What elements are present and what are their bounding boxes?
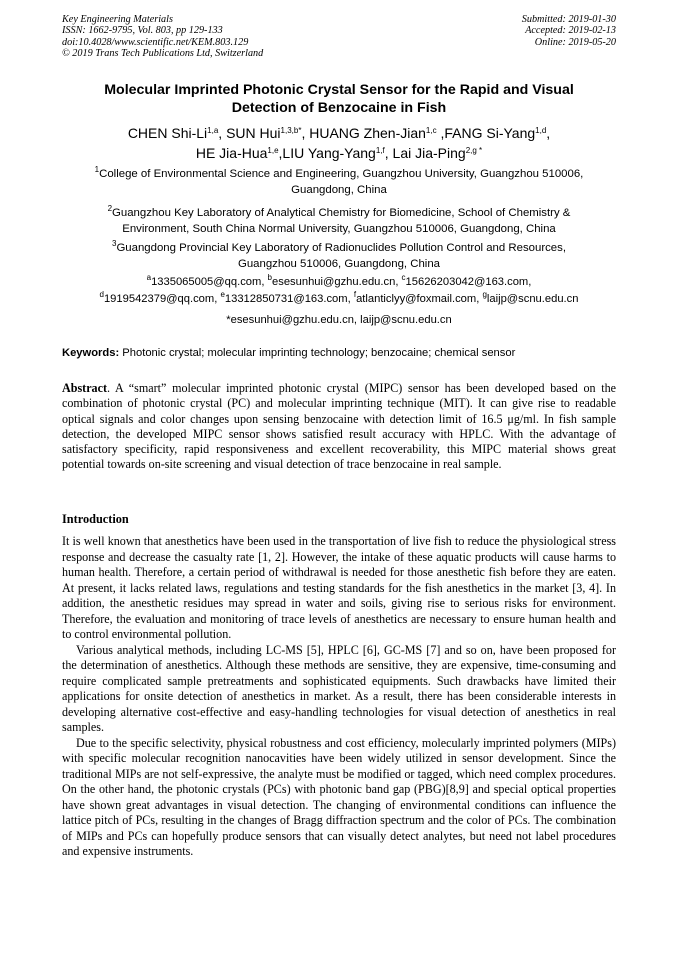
- author-name: ,LIU Yang-Yang: [278, 145, 376, 161]
- keywords-text: Photonic crystal; molecular imprinting technology; benzocaine; chemical sensor: [119, 347, 516, 359]
- affiliation-3: [62, 240, 616, 272]
- affiliation-2-line-1: [62, 205, 616, 221]
- author-separator: ,: [546, 125, 551, 141]
- author-name: , SUN Hui: [218, 125, 281, 141]
- copyright-line: © 2019 Trans Tech Publications Ltd, Switzerland: [62, 48, 264, 60]
- email-superscript: a: [146, 273, 152, 282]
- email-superscript: f: [353, 290, 357, 299]
- abstract: [62, 381, 616, 473]
- author-name: HE Jia-Hua: [195, 145, 268, 161]
- paragraph: It is well known that anesthetics have been used in the transportation of live fish to reduce the physiological stress response and decrease the casualty rate [1, 2]. However, the intake of these aquatic products will cause harms to human health. Therefore, a certain period of withdrawal is needed for those anesthetic fish before they are eaten. At present, it lacks related laws, regulations and testing standards for the fish anesthetics in the market [3, 4]. In addition, the anesthetic residues may spread in water and soils, giving rise to serious risks for environment. Therefore, the evaluation and monitoring of trace levels of anesthetics are necessary to ensure human health and to control environmental pollution.: [62, 534, 616, 641]
- email-superscript: b: [267, 273, 272, 282]
- author-superscript: 1,f: [375, 146, 385, 155]
- title-line-2: Detection of Benzocaine in Fish: [231, 100, 447, 116]
- email-superscript: e: [220, 290, 225, 299]
- author-superscript: 1,c: [425, 126, 437, 135]
- header-left: [62, 14, 263, 60]
- abstract-text: . A “smart” molecular imprinted photonic crystal (MIPC) sensor has been developed based on the combination of photonic crystal (PC) and molecular imprinting technique (MIT). It can give rise to readable optical signals and color changes upon sensing benzocaine with detection limit of 16.5 μg/ml. In fish sample detection, the developed MIPC sensor shows satisfied result accuracy with HPLC. With the advantage of satisfactory specificity, rapid responsiveness and excellent recoverability, this MIPC material shows great potential towards on-site screening and visual detection of trace benzocaine in real sample.: [62, 381, 616, 472]
- header-right: [522, 14, 616, 48]
- doi-line: doi:10.4028/www.scientific.net/KEM.803.129: [62, 36, 249, 48]
- authors-line-2: [62, 143, 616, 163]
- submitted-date: Submitted: 2019-01-30: [521, 14, 616, 25]
- corresponding-emails: *esesunhui@gzhu.edu.cn, laijp@scnu.edu.cn: [226, 314, 452, 326]
- email-address: laijp@scnu.edu.cn: [486, 293, 579, 305]
- introduction-body: [62, 534, 616, 860]
- accepted-date: Accepted: 2019-02-13: [525, 25, 616, 37]
- online-date: Online: 2019-05-20: [534, 36, 616, 48]
- author-superscript: 2,g *: [465, 146, 483, 155]
- keywords-label: Keywords:: [62, 347, 120, 359]
- author-name: CHEN Shi-Li: [127, 125, 208, 141]
- affiliation-1-line-1: [62, 166, 616, 182]
- email-address: 15626203042@163.com,: [405, 276, 532, 288]
- email-address: 13312850731@163.com,: [224, 293, 354, 305]
- affiliation-text: College of Environmental Science and Engineering, Guangzhou University, Guangzhou 510006,: [99, 168, 584, 180]
- affiliation-superscript: 2: [107, 204, 113, 213]
- abstract-label: Abstract: [62, 381, 108, 395]
- affiliation-2-line-2: Environment, South China Normal University, Guangzhou 510006, Guangdong, China: [122, 223, 556, 235]
- authors-line-1: [62, 123, 616, 143]
- email-superscript: g: [482, 290, 487, 299]
- email-address: esesunhui@gzhu.edu.cn,: [272, 276, 402, 288]
- affiliation-3-line-2: Guangzhou 510006, Guangdong, China: [237, 258, 441, 270]
- email-address: 1335065005@qq.com,: [151, 276, 268, 288]
- affiliation-1-line-2: Guangdong, China: [291, 184, 387, 196]
- affiliation-3-line-1: [62, 240, 616, 256]
- affiliation-superscript: 3: [111, 239, 117, 248]
- affiliation-superscript: 1: [94, 165, 100, 174]
- affiliation-text: Guangdong Provincial Key Laboratory of Radionuclides Pollution Control and Resources,: [116, 242, 567, 254]
- author-name: , Lai Jia-Ping: [384, 145, 466, 161]
- author-superscript: 1,a: [207, 126, 219, 135]
- introduction-heading: Introduction: [62, 512, 129, 526]
- email-address: atlanticlyy@foxmail.com,: [356, 293, 483, 305]
- title-line-1: Molecular Imprinted Photonic Crystal Sensor for the Rapid and Visual: [104, 82, 574, 98]
- paper-title: [62, 81, 616, 117]
- author-superscript: 1,e: [267, 146, 279, 155]
- email-address: 1919542379@qq.com,: [103, 293, 221, 305]
- email-superscript: d: [99, 290, 104, 299]
- keywords: [62, 346, 616, 361]
- affiliation-1: [62, 166, 616, 198]
- paragraph: Various analytical methods, including LC-MS [5], HPLC [6], GC-MS [7] and so on, have been proposed for the determination of anesthetics. Although these methods are sensitive, they are expensive, time-consuming and require complicated sample pretreatments and sophisticated equipments. Such drawbacks have limited their applications for onsite detection of anesthetics in market. As a result, there has been considerable interests in developing alternative cost-effective and easy-handling technologies for visual detection of anesthetics in real samples.: [62, 642, 616, 734]
- author-emails: [56, 274, 622, 308]
- author-list: [62, 123, 616, 163]
- author-name: , HUANG Zhen-Jian: [301, 125, 426, 141]
- author-name: ,FANG Si-Yang: [436, 125, 536, 141]
- author-superscript: 1,3,b*: [280, 126, 302, 135]
- email-superscript: c: [401, 273, 406, 282]
- emails-line-1: [56, 274, 622, 291]
- emails-line-2: [56, 291, 622, 308]
- paragraph: Due to the specific selectivity, physical robustness and cost efficiency, molecularly imprinted polymers (MIPs) with specific molecular recognition nanocavities have been widely utilized in sensor development. Since the traditional MIPs are not self-expressive, the analyte must be modified or tagged, which need complex procedures. On the other hand, the photonic crystals (PCs) with photonic band gap (PBG)[8,9] and special optical properties have shown great advantages in visual detection. The changing of environmental conditions can influence the lattice pitch of PCs, resulting in the changes of Bragg diffraction spectrum and the color of PCs. The combination of MIPs and PCs can hopefully produce sensors that can visually detect analytes, but need not label procedures and expensive instruments.: [62, 735, 616, 858]
- affiliation-text: Guangzhou Key Laboratory of Analytical Chemistry for Biomedicine, School of Chemistry &: [112, 207, 571, 219]
- issn-line: ISSN: 1662-9795, Vol. 803, pp 129-133: [62, 25, 223, 37]
- author-superscript: 1,d: [535, 126, 547, 135]
- affiliation-2: [62, 205, 616, 237]
- journal-name: Key Engineering Materials: [62, 14, 173, 25]
